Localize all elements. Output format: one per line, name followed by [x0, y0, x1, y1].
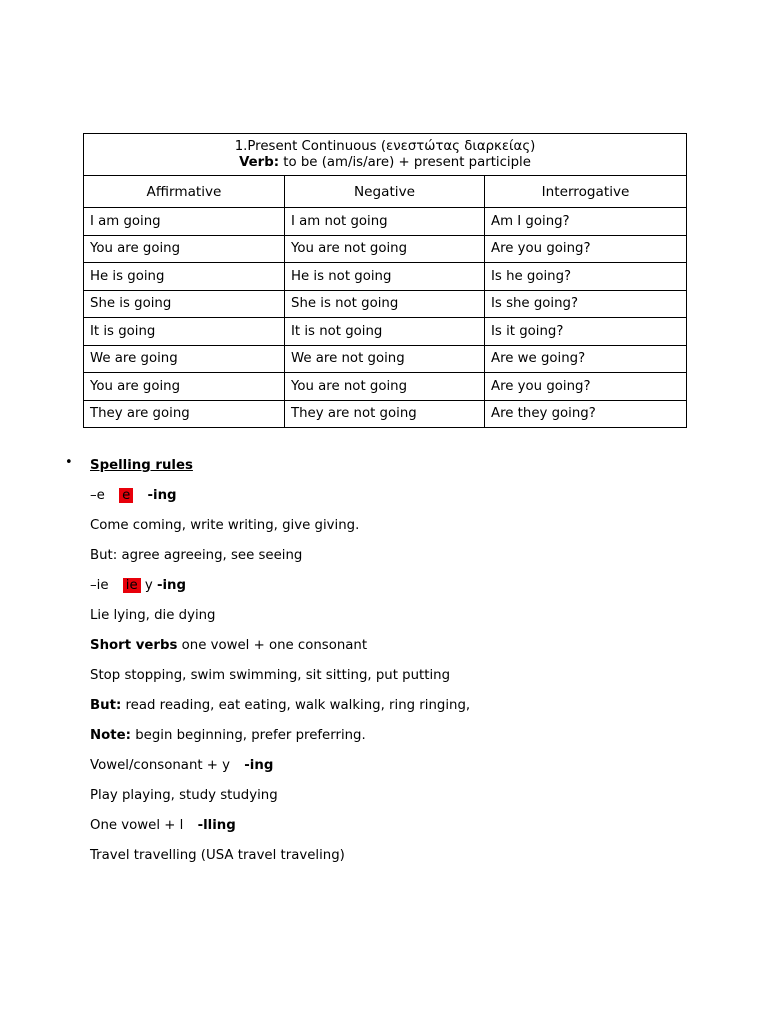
rule-e-exception: But: agree agreeing, see seeing [90, 548, 303, 563]
rule-short-verbs-example: Stop stopping, swim swimming, sit sitting, put putting [90, 668, 451, 683]
rule-double-l [90, 818, 236, 833]
rule-ie-y: y [144, 578, 153, 593]
table-row [84, 400, 687, 428]
rule-short-verbs-label: Short verbs [90, 638, 178, 653]
spelling-rules-heading: Spelling rules [90, 458, 193, 473]
cell-affirmative: She is going [84, 290, 285, 318]
cell-interrogative: Is she going? [485, 290, 687, 318]
rule-vowel-y [90, 758, 273, 773]
cell-interrogative: Are we going? [485, 345, 687, 373]
rule-short-verbs [90, 638, 367, 653]
cell-interrogative: Am I going? [485, 208, 687, 236]
rule-vowel-y-text: Vowel/consonant + y [90, 758, 231, 773]
rule-e-example: Come coming, write writing, give giving. [90, 518, 360, 533]
table-row [84, 290, 687, 318]
cell-interrogative: Is it going? [485, 318, 687, 346]
table-title-row [84, 134, 687, 176]
rule-ie-example: Lie lying, die dying [90, 608, 216, 623]
table-row [84, 208, 687, 236]
cell-negative: We are not going [285, 345, 485, 373]
rule-e-ing: -ing [147, 488, 177, 503]
rule-double-l-example: Travel travelling (USA travel traveling) [90, 848, 345, 863]
cell-affirmative: He is going [84, 263, 285, 291]
table-row [84, 235, 687, 263]
rule-e-suffix: –e [90, 488, 105, 503]
cell-negative: I am not going [285, 208, 485, 236]
table-subtitle [90, 155, 680, 171]
table-title: 1.Present Continuous (ενεστώτας διαρκείας) [234, 138, 536, 154]
cell-interrogative: Is he going? [485, 263, 687, 291]
cell-negative: You are not going [285, 373, 485, 401]
rule-ie-to-y [90, 578, 186, 593]
rule-e-highlight: e [119, 488, 133, 503]
header-interrogative: Interrogative [485, 176, 687, 208]
cell-affirmative: They are going [84, 400, 285, 428]
table-row [84, 345, 687, 373]
rule-note-label: Note: [90, 728, 131, 743]
rule-short-verbs-text: one vowel + one consonant [177, 638, 368, 653]
cell-affirmative: You are going [84, 235, 285, 263]
cell-negative: He is not going [285, 263, 485, 291]
table-subtitle-verb-label: Verb: [239, 154, 280, 170]
rule-vowel-y-example: Play playing, study studying [90, 788, 278, 803]
rule-but-label: But: [90, 698, 122, 713]
cell-negative: She is not going [285, 290, 485, 318]
rule-but [90, 698, 470, 713]
cell-negative: They are not going [285, 400, 485, 428]
table-header-row [84, 176, 687, 208]
cell-interrogative: Are you going? [485, 373, 687, 401]
rule-double-l-ing: -lling [197, 818, 236, 833]
rule-e-drop [90, 488, 177, 503]
cell-negative: It is not going [285, 318, 485, 346]
cell-affirmative: You are going [84, 373, 285, 401]
table-row [84, 373, 687, 401]
rule-ie-ing: -ing [156, 578, 187, 593]
table-subtitle-formula: to be (am/is/are) + present participle [279, 154, 531, 170]
cell-affirmative: We are going [84, 345, 285, 373]
rule-note [90, 728, 366, 743]
cell-affirmative: It is going [84, 318, 285, 346]
header-negative: Negative [285, 176, 485, 208]
cell-interrogative: Are you going? [485, 235, 687, 263]
rule-vowel-y-ing: -ing [244, 758, 274, 773]
header-affirmative: Affirmative [84, 176, 285, 208]
rule-ie-highlight: ie [123, 578, 141, 593]
rule-note-text: begin beginning, prefer preferring. [130, 728, 366, 743]
rule-ie-suffix: –ie [90, 578, 109, 593]
bullet-icon: • [65, 455, 73, 470]
present-continuous-table [83, 133, 687, 428]
cell-affirmative: I am going [84, 208, 285, 236]
rule-but-text: read reading, eat eating, walk walking, ring ringing, [121, 698, 471, 713]
cell-negative: You are not going [285, 235, 485, 263]
table-title-cell [84, 134, 687, 176]
table-row [84, 263, 687, 291]
cell-interrogative: Are they going? [485, 400, 687, 428]
rule-double-l-text: One vowel + l [90, 818, 184, 833]
table-row [84, 318, 687, 346]
